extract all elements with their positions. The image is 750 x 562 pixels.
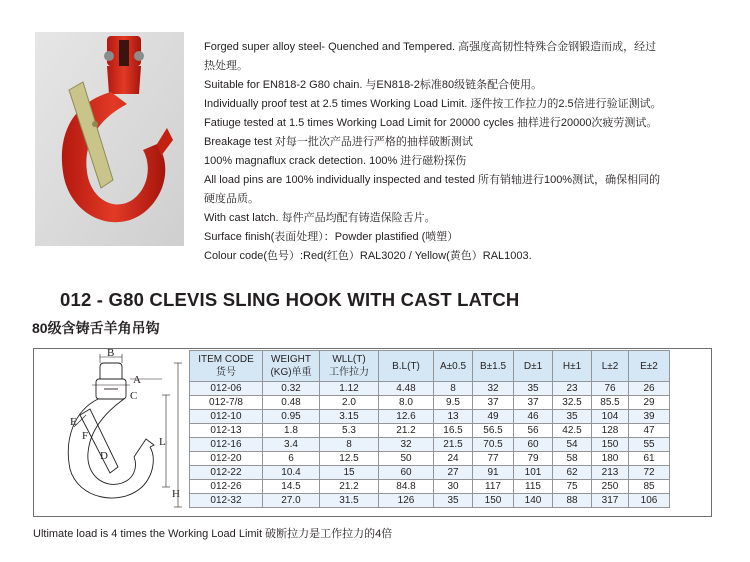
header-b: B±1.5 [473,351,514,382]
table-cell: 126 [379,494,434,508]
table-cell: 37 [473,396,514,410]
table-cell: 180 [592,452,629,466]
diagram-label-e: E [70,416,77,428]
table-cell: 1.12 [320,382,379,396]
table-cell: 75 [553,480,592,494]
table-cell: 49 [473,410,514,424]
table-cell: 317 [592,494,629,508]
table-cell: 30 [434,480,473,494]
diagram-label-d: D [100,450,108,462]
table-cell: 150 [473,494,514,508]
table-cell: 21.5 [434,438,473,452]
table-cell: 85.5 [592,396,629,410]
table-cell: 21.2 [320,480,379,494]
table-cell: 106 [629,494,670,508]
spec-section [33,348,712,517]
table-cell: 3.15 [320,410,379,424]
diagram-label-b: B [107,349,115,359]
table-cell: 12.5 [320,452,379,466]
feature-line: 热处理。 [204,60,248,72]
table-cell: 21.2 [379,424,434,438]
table-cell: 9.5 [434,396,473,410]
table-cell: 115 [514,480,553,494]
table-row [190,396,670,410]
table-cell: 62 [553,466,592,480]
table-cell: 31.5 [320,494,379,508]
table-cell: 2.0 [320,396,379,410]
feature-line: 100% magnaflux crack detection. 100% 进行磁粉探伤 [204,155,467,167]
product-photo [35,32,184,246]
table-row [190,438,670,452]
spec-table [189,350,670,508]
table-cell: 8.0 [379,396,434,410]
table-cell: 27.0 [263,494,320,508]
table-cell: 29 [629,396,670,410]
table-cell: 35 [514,382,553,396]
table-cell: 70.5 [473,438,514,452]
feature-line: Fatiuge tested at 1.5 times Working Load Limit for 20000 cycles 抽样进行20000次疲劳测试。 [204,117,658,129]
diagram-label-c: C [130,390,138,402]
table-cell: 39 [629,410,670,424]
table-cell: 46 [514,410,553,424]
feature-list [204,38,724,266]
table-cell: 37 [514,396,553,410]
feature-line: Colour code(色号）:Red(红色）RAL3020 / Yellow(黄色）RAL1003. [204,250,532,262]
table-row [190,452,670,466]
table-cell: 79 [514,452,553,466]
table-cell: 55 [629,438,670,452]
table-cell: 60 [379,466,434,480]
table-cell: 0.48 [263,396,320,410]
table-cell: 104 [592,410,629,424]
table-cell: 14.5 [263,480,320,494]
product-title-en: 012 - G80 CLEVIS SLING HOOK WITH CAST LATCH [60,289,520,310]
header-l: L±2 [592,351,629,382]
table-cell: 84.8 [379,480,434,494]
header-wll: WLL(T) 工作拉力 [320,351,379,382]
table-row [190,466,670,480]
table-cell: 101 [514,466,553,480]
table-cell: 15 [320,466,379,480]
table-cell: 150 [592,438,629,452]
table-cell: 13 [434,410,473,424]
feature-line: Suitable for EN818-2 G80 chain. 与EN818-2标准80级链条配合使用。 [204,79,543,91]
header-e: E±2 [629,351,670,382]
table-cell: 1.8 [263,424,320,438]
table-cell: 3.4 [263,438,320,452]
table-cell: 128 [592,424,629,438]
hook-dimension-drawing [34,349,186,516]
table-cell: 60 [514,438,553,452]
table-cell: 8 [434,382,473,396]
table-cell: 32 [473,382,514,396]
table-header-row [190,351,670,382]
feature-line: Breakage test 对每一批次产品进行严格的抽样破断测试 [204,136,473,148]
table-cell: 35 [553,410,592,424]
table-row [190,424,670,438]
feature-line: Surface finish(表面处理）：Powder plastified (喷塑） [204,231,459,243]
clevis-hook-photo [35,32,184,246]
table-cell: 32 [379,438,434,452]
header-h: H±1 [553,351,592,382]
dimension-diagram [34,349,186,516]
table-cell: 012-32 [190,494,263,508]
table-cell: 56.5 [473,424,514,438]
table-row [190,480,670,494]
table-cell: 32.5 [553,396,592,410]
header-item-code: ITEM CODE 货号 [190,351,263,382]
table-cell: 61 [629,452,670,466]
table-cell: 16.5 [434,424,473,438]
table-cell: 213 [592,466,629,480]
table-cell: 88 [553,494,592,508]
diagram-label-a: A [133,374,141,386]
feature-line: With cast latch. 每件产品均配有铸造保险舌片。 [204,212,436,224]
table-cell: 58 [553,452,592,466]
header-a: A±0.5 [434,351,473,382]
table-cell: 50 [379,452,434,466]
table-cell: 24 [434,452,473,466]
table-cell: 10.4 [263,466,320,480]
table-cell: 54 [553,438,592,452]
table-cell: 76 [592,382,629,396]
diagram-label-l: L [159,436,166,448]
table-row [190,382,670,396]
table-cell: 27 [434,466,473,480]
table-row [190,494,670,508]
ultimate-load-note: Ultimate load is 4 times the Working Load Limit 破断拉力是工作拉力的4倍 [33,528,393,540]
table-cell: 4.48 [379,382,434,396]
feature-line: 硬度品质。 [204,193,259,205]
table-cell: 77 [473,452,514,466]
table-cell: 0.95 [263,410,320,424]
table-cell: 26 [629,382,670,396]
table-cell: 56 [514,424,553,438]
table-cell: 012-20 [190,452,263,466]
table-cell: 72 [629,466,670,480]
diagram-label-h: H [172,488,180,500]
table-cell: 23 [553,382,592,396]
table-cell: 85 [629,480,670,494]
feature-line: All load pins are 100% individually inspected and tested 所有销轴进行100%测试，确保相同的 [204,174,661,186]
header-weight: WEIGHT (KG)单重 [263,351,320,382]
table-cell: 8 [320,438,379,452]
table-cell: 35 [434,494,473,508]
table-cell: 012-7/8 [190,396,263,410]
table-cell: 5.3 [320,424,379,438]
product-title-zh: 80级含铸舌羊角吊钩 [32,320,160,336]
header-bl: B.L(T) [379,351,434,382]
table-cell: 91 [473,466,514,480]
table-cell: 250 [592,480,629,494]
table-cell: 012-26 [190,480,263,494]
table-cell: 47 [629,424,670,438]
table-cell: 012-10 [190,410,263,424]
header-d: D±1 [514,351,553,382]
table-cell: 117 [473,480,514,494]
table-cell: 012-22 [190,466,263,480]
table-cell: 42.5 [553,424,592,438]
feature-line: Individually proof test at 2.5 times Working Load Limit. 逐件按工作拉力的2.5倍进行验证测试。 [204,98,662,110]
table-cell: 6 [263,452,320,466]
table-cell: 0.32 [263,382,320,396]
table-cell: 012-13 [190,424,263,438]
table-row [190,410,670,424]
diagram-label-f: F [82,430,89,442]
table-cell: 140 [514,494,553,508]
feature-line: Forged super alloy steel- Quenched and Tempered. 高强度高韧性特殊合金钢锻造而成，经过 [204,41,657,53]
table-cell: 12.6 [379,410,434,424]
table-cell: 012-06 [190,382,263,396]
table-cell: 012-16 [190,438,263,452]
spec-table-body [190,382,670,508]
